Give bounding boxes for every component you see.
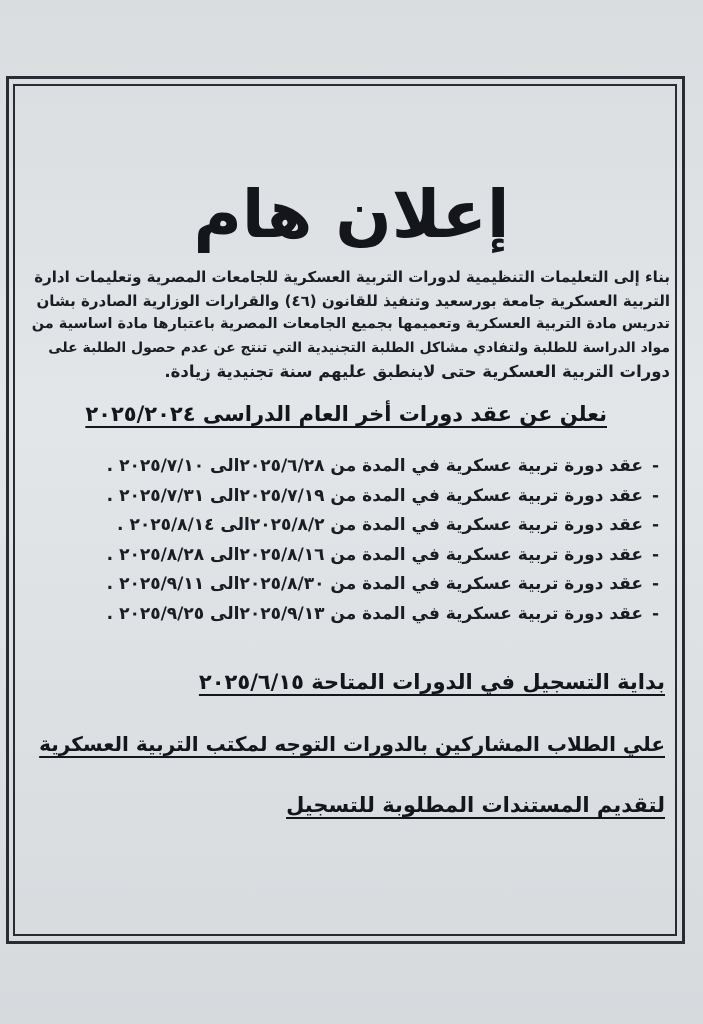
registration-start-heading: بداية التسجيل في الدورات المتاحة ٢٠٢٥/٦/١٥ <box>198 670 665 694</box>
course-item <box>39 570 659 600</box>
course-text: عقد دورة تربية عسكرية في المدة من ٢٠٢٥/٩/١٣الى ٢٠٢٥/٩/٢٥ . <box>106 603 643 624</box>
course-list <box>39 452 659 629</box>
bullet-dash: - <box>651 515 659 535</box>
bullet-dash: - <box>651 544 659 565</box>
bullet-dash: - <box>651 485 659 506</box>
intro-line: دورات التربية العسكرية حتى لاينطبق عليهم سنة تجنيدية زيادة. <box>164 362 670 381</box>
students-instruction-heading: علي الطلاب المشاركين بالدورات التوجه لمكتب التربية العسكرية <box>39 732 665 756</box>
course-item <box>39 452 659 482</box>
intro-line: تدريس مادة التربية العسكرية وتعميمها بجميع الجامعات المصرية باعتبارها مادة اساسية من <box>31 316 670 332</box>
bullet-dash: - <box>651 603 659 624</box>
intro-paragraph <box>28 266 670 384</box>
intro-line: التربية العسكرية جامعة بورسعيد وتنفيذ للقانون (٤٦) والقرارات الوزارية الصادرة بشان <box>36 291 670 310</box>
course-item <box>39 541 659 571</box>
course-item <box>39 511 659 541</box>
course-item <box>39 482 659 512</box>
course-text: عقد دورة تربية عسكرية في المدة من ٢٠٢٥/٦/٢٨الى ٢٠٢٥/٧/١٠ . <box>106 456 643 476</box>
announce-heading: نعلن عن عقد دورات أخر العام الدراسى ٢٠٢٥/٢٠٢٤ <box>85 402 607 426</box>
course-text: عقد دورة تربية عسكرية في المدة من ٢٠٢٥/٨/٢الى ٢٠٢٥/٨/١٤ . <box>117 515 643 535</box>
course-text: عقد دورة تربية عسكرية في المدة من ٢٠٢٥/٧/١٩الى ٢٠٢٥/٧/٣١ . <box>106 485 643 506</box>
course-text: عقد دورة تربية عسكرية في المدة من ٢٠٢٥/٨/١٦الى ٢٠٢٥/٨/٢٨ . <box>106 544 643 565</box>
intro-line: مواد الدراسة للطلبة ولتفادي مشاكل الطلبة التجنيدية التي تنتج عن عدم حصول الطلبة على <box>48 339 670 356</box>
course-text: عقد دورة تربية عسكرية في المدة من ٢٠٢٥/٨/٣٠الى ٢٠٢٥/٩/١١ . <box>106 574 643 594</box>
intro-line: بناء إلى التعليمات التنظيمية لدورات التربية العسكرية للجامعات المصرية وتعليمات ادارة <box>34 268 670 286</box>
bullet-dash: - <box>651 456 659 476</box>
documents-instruction-heading: لتقديم المستندات المطلوبة للتسجيل <box>286 793 665 817</box>
notice-title: إعلان هام <box>193 176 510 253</box>
course-item <box>39 600 659 630</box>
bullet-dash: - <box>651 574 659 594</box>
